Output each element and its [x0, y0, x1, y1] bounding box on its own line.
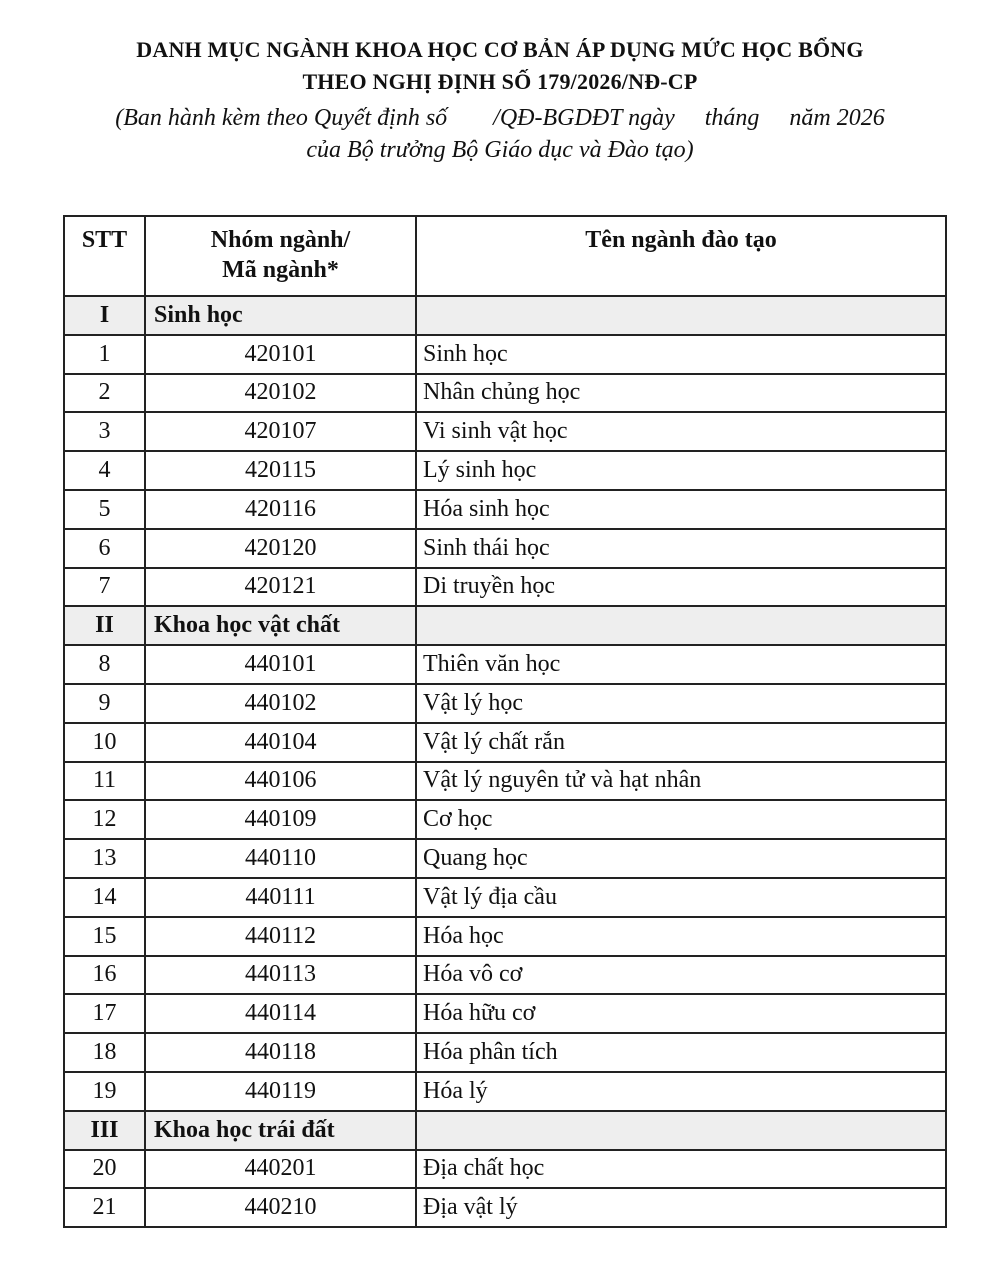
section-row: [64, 296, 946, 335]
row-stt: 14: [64, 878, 145, 917]
row-program-code: 440201: [145, 1150, 416, 1189]
table-row: [64, 568, 946, 607]
row-stt: 4: [64, 451, 145, 490]
subtitle-decision-prefix: (Ban hành kèm theo Quyết định số: [115, 105, 448, 131]
subtitle-decision-code: /QĐ-BGDĐT ngày: [493, 105, 675, 131]
document-header: [0, 34, 1000, 166]
row-program-name: Nhân chủng học: [416, 374, 946, 413]
column-header-group-code: [145, 216, 416, 296]
section-row: [64, 606, 946, 645]
table-row: [64, 645, 946, 684]
table-row: [64, 412, 946, 451]
discipline-table: [63, 215, 947, 1228]
table-row: [64, 529, 946, 568]
row-program-code: 420102: [145, 374, 416, 413]
row-program-name: Hóa học: [416, 917, 946, 956]
table-row: [64, 374, 946, 413]
row-program-name: Quang học: [416, 839, 946, 878]
row-program-code: 420121: [145, 568, 416, 607]
row-program-name: Hóa sinh học: [416, 490, 946, 529]
row-program-code: 440112: [145, 917, 416, 956]
row-program-name: Sinh học: [416, 335, 946, 374]
table-row: [64, 490, 946, 529]
row-program-code: 440118: [145, 1033, 416, 1072]
row-stt: 8: [64, 645, 145, 684]
row-program-name: Hóa phân tích: [416, 1033, 946, 1072]
section-label: Sinh học: [145, 296, 416, 335]
table-row: [64, 762, 946, 801]
row-program-code: 440119: [145, 1072, 416, 1111]
table-body: [64, 296, 946, 1227]
row-stt: 20: [64, 1150, 145, 1189]
row-program-name: Vật lý nguyên tử và hạt nhân: [416, 762, 946, 801]
row-program-code: 440101: [145, 645, 416, 684]
row-stt: 17: [64, 994, 145, 1033]
section-empty-cell: [416, 1111, 946, 1150]
row-program-code: 420120: [145, 529, 416, 568]
row-program-code: 440114: [145, 994, 416, 1033]
row-stt: 12: [64, 800, 145, 839]
row-program-name: Vật lý địa cầu: [416, 878, 946, 917]
column-header-group-line-2: Mã ngành*: [222, 257, 339, 283]
section-number: II: [64, 606, 145, 645]
table-row: [64, 956, 946, 995]
table-row: [64, 1033, 946, 1072]
row-program-name: Địa chất học: [416, 1150, 946, 1189]
row-stt: 21: [64, 1188, 145, 1227]
table-row: [64, 451, 946, 490]
row-program-name: Cơ học: [416, 800, 946, 839]
row-program-code: 440111: [145, 878, 416, 917]
row-stt: 11: [64, 762, 145, 801]
row-program-code: 420101: [145, 335, 416, 374]
row-program-name: Hóa lý: [416, 1072, 946, 1111]
row-stt: 19: [64, 1072, 145, 1111]
section-number: I: [64, 296, 145, 335]
row-stt: 3: [64, 412, 145, 451]
section-label: Khoa học trái đất: [145, 1111, 416, 1150]
table-row: [64, 878, 946, 917]
row-stt: 1: [64, 335, 145, 374]
row-stt: 9: [64, 684, 145, 723]
document-title-line-2: THEO NGHỊ ĐỊNH SỐ 179/2026/NĐ-CP: [302, 69, 698, 94]
table-row: [64, 335, 946, 374]
row-program-name: Vật lý học: [416, 684, 946, 723]
row-program-code: 420107: [145, 412, 416, 451]
row-stt: 5: [64, 490, 145, 529]
subtitle-year: năm 2026: [789, 105, 885, 131]
row-stt: 18: [64, 1033, 145, 1072]
section-row: [64, 1111, 946, 1150]
row-program-code: 440106: [145, 762, 416, 801]
table-row: [64, 1188, 946, 1227]
row-program-name: Vi sinh vật học: [416, 412, 946, 451]
row-program-code: 440102: [145, 684, 416, 723]
section-empty-cell: [416, 606, 946, 645]
row-program-name: Sinh thái học: [416, 529, 946, 568]
table-header-row: [64, 216, 946, 296]
document-title-line-1: DANH MỤC NGÀNH KHOA HỌC CƠ BẢN ÁP DỤNG MỨC HỌC BỔNG: [136, 37, 864, 62]
row-program-name: Di truyền học: [416, 568, 946, 607]
row-program-name: Địa vật lý: [416, 1188, 946, 1227]
row-program-name: Thiên văn học: [416, 645, 946, 684]
table-row: [64, 994, 946, 1033]
table-row: [64, 1072, 946, 1111]
column-header-group-line-1: Nhóm ngành/: [210, 227, 351, 253]
table-row: [64, 684, 946, 723]
table-row: [64, 1150, 946, 1189]
row-program-code: 440110: [145, 839, 416, 878]
table-row: [64, 917, 946, 956]
row-program-name: Lý sinh học: [416, 451, 946, 490]
row-program-name: Hóa vô cơ: [416, 956, 946, 995]
row-program-code: 440109: [145, 800, 416, 839]
row-program-code: 440113: [145, 956, 416, 995]
row-stt: 16: [64, 956, 145, 995]
subtitle-month: tháng: [704, 105, 760, 131]
row-stt: 7: [64, 568, 145, 607]
row-stt: 2: [64, 374, 145, 413]
row-stt: 13: [64, 839, 145, 878]
document-subtitle-line-1: [0, 102, 1000, 134]
row-stt: 10: [64, 723, 145, 762]
column-header-stt: STT: [64, 216, 145, 296]
row-program-code: 440104: [145, 723, 416, 762]
row-program-code: 420116: [145, 490, 416, 529]
document-subtitle-line-2: của Bộ trưởng Bộ Giáo dục và Đào tạo): [306, 137, 694, 163]
row-program-code: 440210: [145, 1188, 416, 1227]
row-stt: 15: [64, 917, 145, 956]
row-program-name: Hóa hữu cơ: [416, 994, 946, 1033]
section-number: III: [64, 1111, 145, 1150]
column-header-program-name: Tên ngành đào tạo: [416, 216, 946, 296]
table-row: [64, 839, 946, 878]
section-label: Khoa học vật chất: [145, 606, 416, 645]
row-program-name: Vật lý chất rắn: [416, 723, 946, 762]
table-row: [64, 800, 946, 839]
row-stt: 6: [64, 529, 145, 568]
section-empty-cell: [416, 296, 946, 335]
row-program-code: 420115: [145, 451, 416, 490]
table-row: [64, 723, 946, 762]
